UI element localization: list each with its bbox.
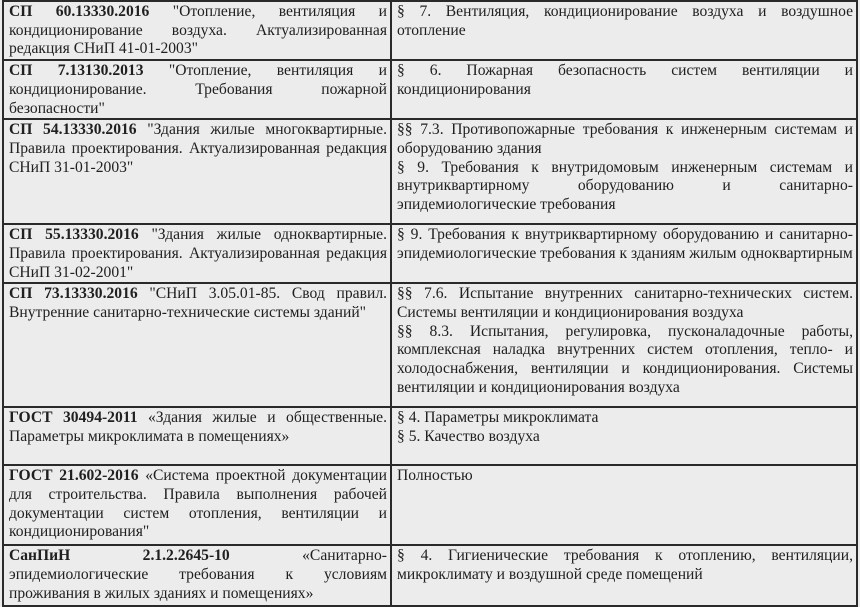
document-title: "Здания жилые одноквартирные. Правила проектирования. Актуализированная редакция СНиП 31-02-2001" — [9, 226, 387, 281]
section-reference: § 4. Параметры микроклимата — [397, 409, 599, 427]
section-reference: Полностью — [397, 467, 473, 485]
document-title: «Здания жилые и общественные. Параметры микроклимата в помещениях» — [9, 409, 388, 446]
document-code: ГОСТ 30494-2011 — [9, 409, 138, 427]
document-cell — [3, 224, 391, 283]
section-reference: § 9. Требования к внутриквартирному оборудованию и санитарно-эпидемиологические требования к зданиям жилым одноквартирным — [397, 226, 853, 262]
document-title: "СНиП 3.05.01-85. Свод правил. Внутренние санитарно-технические системы зданий" — [9, 285, 387, 322]
table-row — [3, 407, 857, 465]
section-reference: §§ 7.3. Противопожарные требования к инженерным системам и оборудованию здания — [397, 121, 853, 157]
document-code: СП 73.13330.2016 — [9, 285, 138, 303]
section-reference: § 6. Пожарная безопасность систем вентиляции и кондиционирования — [397, 62, 853, 98]
document-title: "Отопление, вентиляция и кондиционирование воздуха. Актуализированная редакция СНиП 41-01-2003" — [9, 3, 387, 58]
document-cell — [3, 407, 391, 465]
section-reference: § 4. Гигиенические требования к отоплению, вентиляции, микроклимату и воздушной среде помещений — [397, 547, 853, 584]
document-cell — [3, 545, 391, 606]
document-code: СП 7.13130.2013 — [9, 62, 144, 80]
sections-cell — [391, 465, 857, 545]
document-code: ГОСТ 21.602-2016 — [9, 467, 139, 485]
document-cell — [3, 60, 391, 119]
table-row — [3, 545, 857, 606]
document-title: "Здания жилые многоквартирные. Правила проектирования. Актуализированная редакция СНиП 31-01-2003" — [9, 121, 387, 176]
document-cell — [3, 119, 391, 224]
document-title: «Система проектной документации для строительства. Правила выполнения рабочей документации систем отопления, вентиляции и кондиционирования" — [9, 467, 387, 541]
table-row — [3, 283, 857, 407]
table-row — [3, 465, 857, 545]
section-reference: § 7. Вентиляция, кондиционирование воздуха и воздушное отопление — [397, 3, 853, 39]
document-cell — [3, 283, 391, 407]
regulations-table-body — [3, 1, 857, 606]
table-row — [3, 1, 857, 60]
table-row — [3, 119, 857, 224]
section-reference: § 9. Требования к внутридомовым инженерным системам и внутриквартирному оборудованию и санитарно-эпидемиологические требования — [397, 158, 853, 214]
section-reference: § 5. Качество воздуха — [397, 428, 540, 446]
section-reference: §§ 7.6. Испытание внутренних санитарно-технических систем. Системы вентиляции и кондиционирования воздуха — [397, 285, 853, 322]
document-code: СП 54.13330.2016 — [9, 121, 137, 139]
document-title: "Отопление, вентиляция и кондиционирование. Требования пожарной безопасности" — [9, 62, 387, 117]
document-code: СП 60.13330.2016 — [9, 3, 150, 20]
document-title: «Санитарно-эпидемиологические требования к условиям проживания в жилых зданиях и помещениях» — [9, 547, 387, 602]
sections-cell — [391, 1, 857, 60]
sections-cell — [391, 224, 857, 283]
sections-cell — [391, 60, 857, 119]
sections-cell — [391, 283, 857, 407]
sections-cell — [391, 545, 857, 606]
document-cell — [3, 465, 391, 545]
document-code: СП 55.13330.2016 — [9, 226, 139, 244]
table-row — [3, 60, 857, 119]
document-cell — [3, 1, 391, 60]
sections-cell — [391, 407, 857, 465]
regulations-table — [2, 0, 858, 607]
sections-cell — [391, 119, 857, 224]
table-row — [3, 224, 857, 283]
section-reference: §§ 8.3. Испытания, регулировка, пусконаладочные работы, комплексная наладка внутренних систем отопления, тепло- и холодоснабжения, вентиляции и кондиционирования. Системы вентиляции и кондиционирования воздуха — [397, 322, 853, 396]
document-code: СанПиН 2.1.2.2645-10 — [9, 547, 230, 565]
